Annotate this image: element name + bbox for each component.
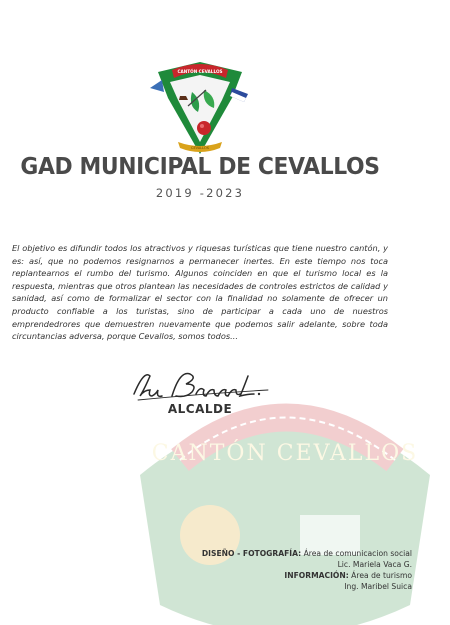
intro-paragraph: El objetivo es difundir todos los atractivos y riquesas turísticas que tiene nuestro cantón, y es: así, que no podemos resignarnos a permanecer inertes. En este tiempo nos toca replantearnos el rumbo del turismo. Algunos coinciden en que el turismo local es la respuesta, mientras que otros plantean las necesidades de controles estrictos de calidad y sanidad, así como de formalizar el sector con la finalidad no solamente de ofrecer un producto confiable a los turistas, sino de participar a cada uno de nuestros emprendedrores que demuestren nuevamente que podemos salir adelante, sobre toda circuntancias adversa, porque Cevallos, somos todos... [12,243,388,342]
credit-info: INFORMACIÓN: Área de turismo [284,571,412,580]
credits-block [140,548,412,592]
credit-design: DISEÑO - FOTOGRAFÍA: Área de comunicacion social [201,549,412,558]
mayor-signature-icon [128,366,273,406]
credit-design-person: Lic. Mariela Vaca G. [337,560,412,569]
credit-info-person: Ing. Maribel Suica [344,582,412,591]
svg-text:CANTÓN CEVALLOS: CANTÓN CEVALLOS [177,69,223,74]
page-title: GAD MUNICIPAL DE CEVALLOS [20,152,380,180]
coat-of-arms-emblem [148,58,252,160]
svg-text:CEVALLOS: CEVALLOS [191,146,209,150]
mayor-title: ALCALDE [167,402,233,416]
svg-text:CANTÓN CEVALLOS: CANTÓN CEVALLOS [151,441,419,466]
term-years: 2019 -2023 [155,186,245,200]
